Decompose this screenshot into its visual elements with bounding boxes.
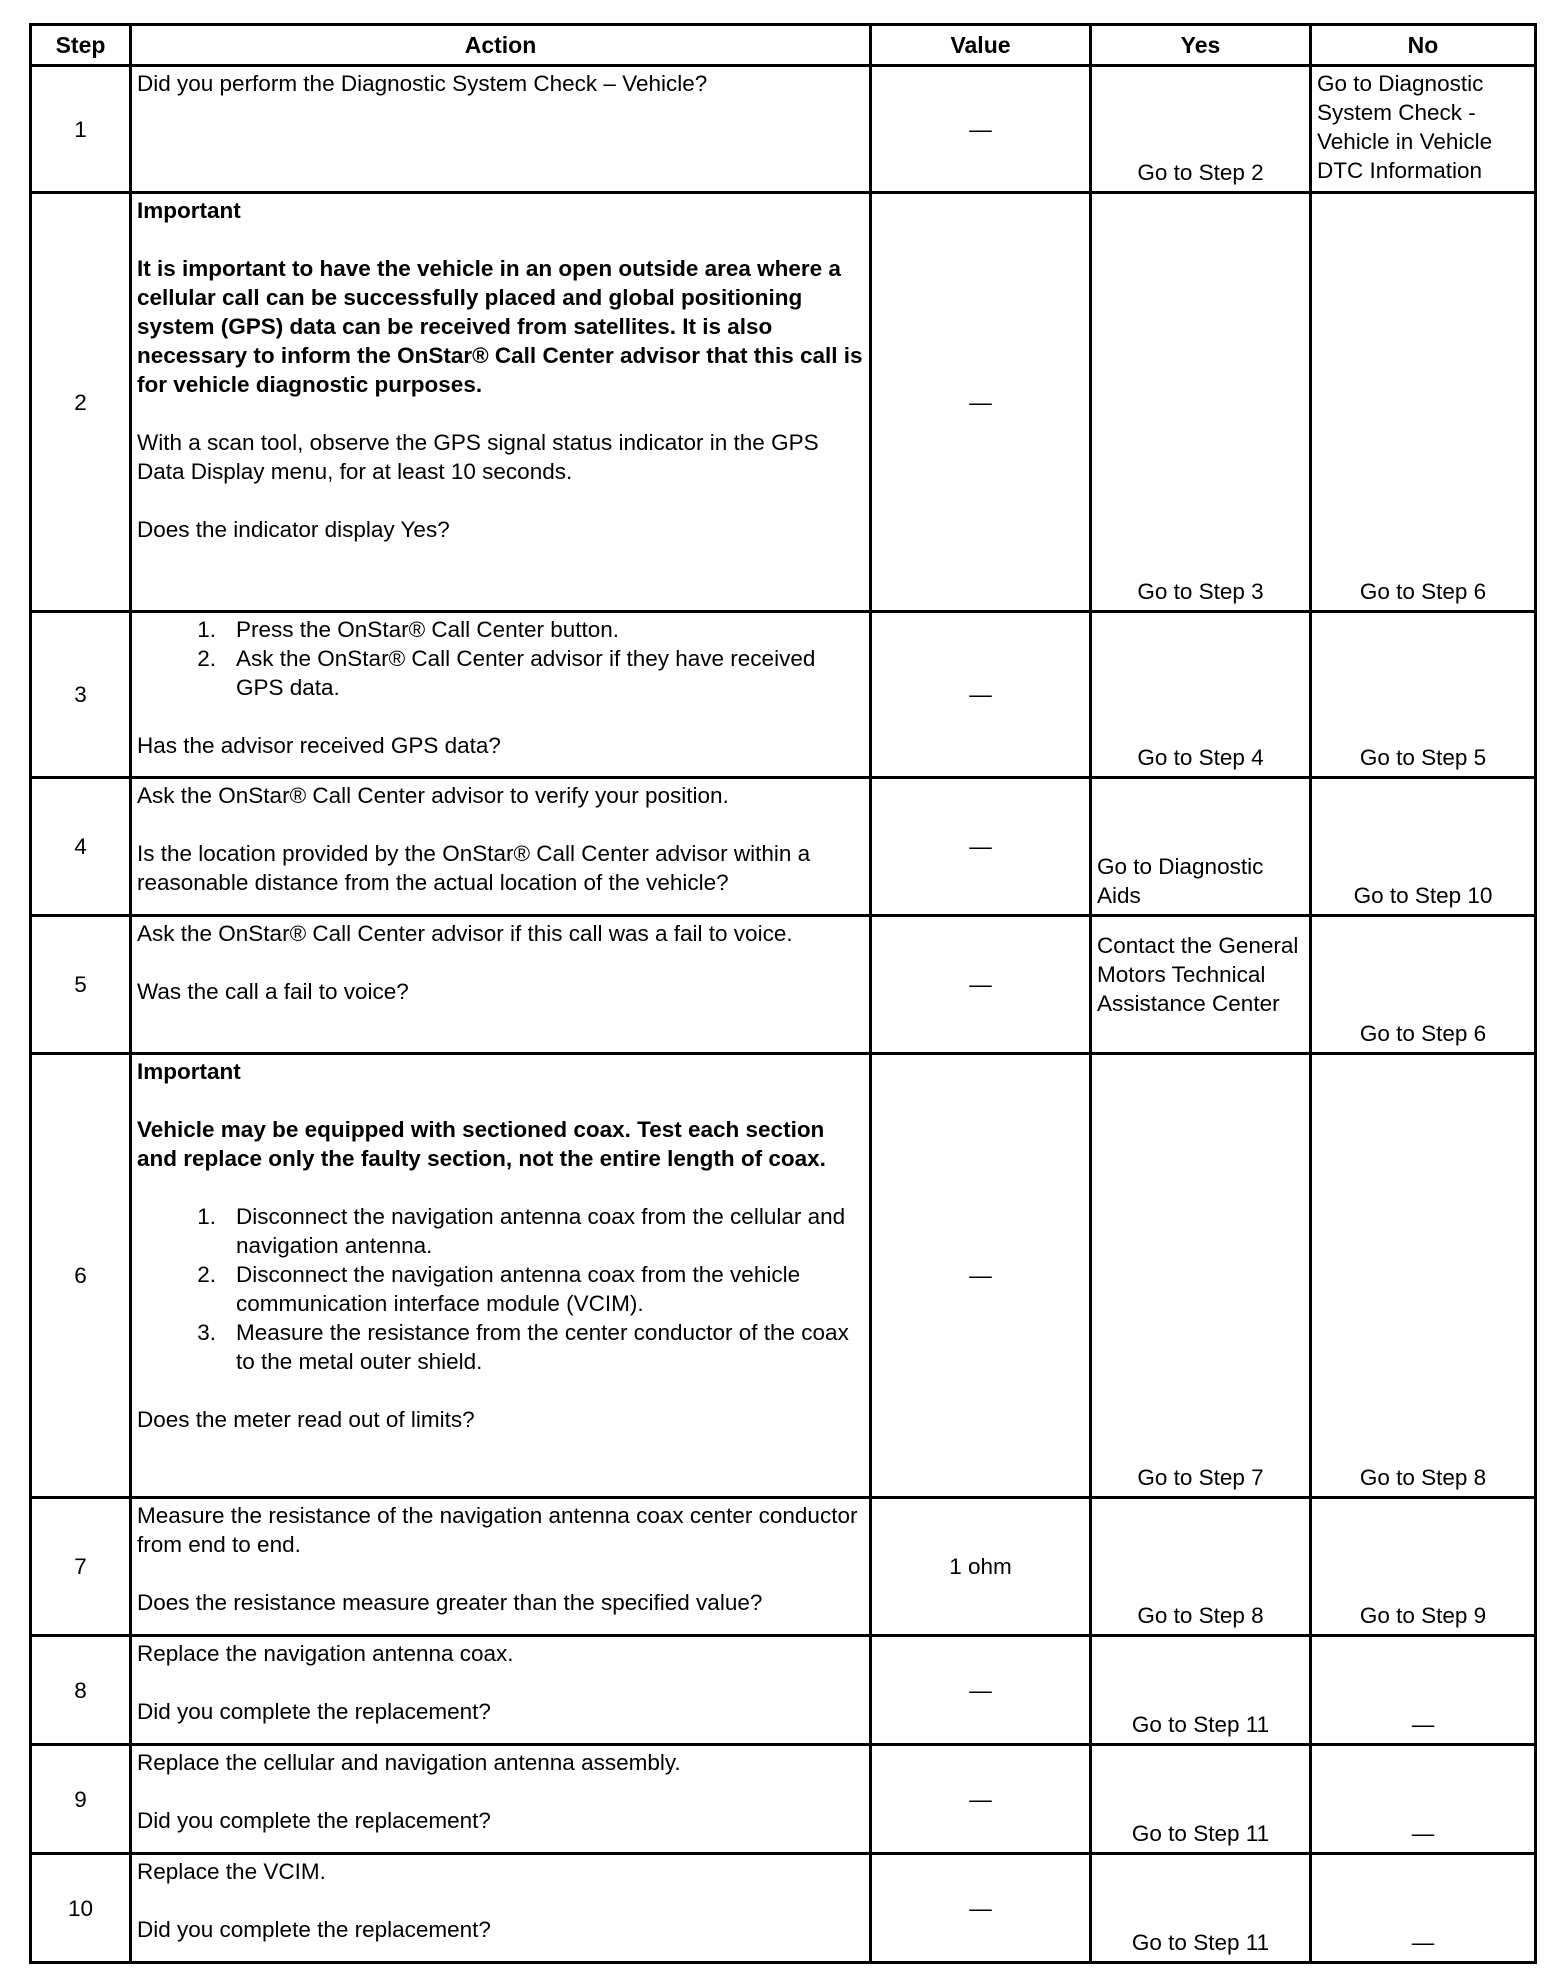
no-cell: —: [1311, 1636, 1536, 1745]
action-cell: [131, 1854, 871, 1963]
step-number: 10: [31, 1854, 131, 1963]
action-instruction: Measure the resistance of the navigation antenna coax center conductor from end to end.: [137, 1503, 858, 1557]
value-cell: —: [871, 778, 1091, 916]
action-question: Did you complete the replacement?: [137, 1808, 491, 1833]
step-number: 4: [31, 778, 131, 916]
no-cell: Go to Step 8: [1311, 1054, 1536, 1498]
header-row: [31, 25, 1536, 66]
yes-cell: Go to Diagnostic Aids: [1091, 778, 1311, 916]
step-number: 8: [31, 1636, 131, 1745]
action-cell: [131, 916, 871, 1054]
value-cell: —: [871, 1745, 1091, 1854]
action-instruction: Replace the navigation antenna coax.: [137, 1641, 514, 1666]
action-instruction: Ask the OnStar® Call Center advisor if this call was a fail to voice.: [137, 921, 793, 946]
table-row: [31, 1745, 1536, 1854]
action-list: [137, 615, 865, 702]
no-cell: —: [1311, 1745, 1536, 1854]
value-cell: —: [871, 916, 1091, 1054]
action-cell: [131, 1054, 871, 1498]
yes-cell: Go to Step 7: [1091, 1054, 1311, 1498]
action-question: Did you perform the Diagnostic System Check – Vehicle?: [137, 71, 708, 96]
value-cell: —: [871, 1854, 1091, 1963]
yes-cell: Go to Step 3: [1091, 193, 1311, 612]
important-text: It is important to have the vehicle in an open outside area where a cellular call can be successfully placed and global positioning system (GPS) data can be received from satellites. It is also necessary to inform the OnStar® Call Center advisor that this call is for vehicle diagnostic purposes.: [137, 256, 863, 397]
yes-cell: Contact the General Motors Technical Assistance Center: [1091, 916, 1311, 1054]
action-question: Has the advisor received GPS data?: [137, 733, 501, 758]
important-label: Important: [137, 198, 241, 223]
list-item: 1. Press the OnStar® Call Center button.: [197, 617, 620, 642]
value-cell: —: [871, 1054, 1091, 1498]
table-row: [31, 1854, 1536, 1963]
no-cell: Go to Step 5: [1311, 612, 1536, 778]
table-row: [31, 916, 1536, 1054]
action-instruction: Replace the cellular and navigation antenna assembly.: [137, 1750, 681, 1775]
no-cell: Go to Step 6: [1311, 916, 1536, 1054]
no-cell: Go to Step 9: [1311, 1498, 1536, 1636]
action-question: Was the call a fail to voice?: [137, 979, 409, 1004]
table-row: [31, 612, 1536, 778]
header-yes: Yes: [1091, 25, 1311, 66]
no-cell: Go to Step 10: [1311, 778, 1536, 916]
action-cell: [131, 778, 871, 916]
table-row: [31, 1636, 1536, 1745]
yes-cell: Go to Step 2: [1091, 66, 1311, 193]
list-item: 2. Disconnect the navigation antenna coax from the vehicle communication interface module (VCIM).: [197, 1262, 801, 1316]
action-cell: [131, 66, 871, 193]
action-cell: [131, 1636, 871, 1745]
value-cell: —: [871, 612, 1091, 778]
table-row: [31, 1054, 1536, 1498]
step-number: 6: [31, 1054, 131, 1498]
action-instruction: With a scan tool, observe the GPS signal status indicator in the GPS Data Display menu, for at least 10 seconds.: [137, 430, 819, 484]
list-item: 2. Ask the OnStar® Call Center advisor if they have received GPS data.: [197, 646, 816, 700]
table-row: [31, 778, 1536, 916]
action-question: Is the location provided by the OnStar® Call Center advisor within a reasonable distance from the actual location of the vehicle?: [137, 841, 811, 895]
step-number: 2: [31, 193, 131, 612]
no-cell: Go to Diagnostic System Check - Vehicle in Vehicle DTC Information: [1311, 66, 1536, 193]
action-question: Did you complete the replacement?: [137, 1699, 491, 1724]
action-cell: [131, 1498, 871, 1636]
header-no: No: [1311, 25, 1536, 66]
list-item: 3. Measure the resistance from the center conductor of the coax to the metal outer shield.: [197, 1320, 849, 1374]
header-step: Step: [31, 25, 131, 66]
action-cell: [131, 1745, 871, 1854]
table-row: [31, 66, 1536, 193]
step-number: 7: [31, 1498, 131, 1636]
yes-cell: Go to Step 11: [1091, 1854, 1311, 1963]
action-cell: [131, 193, 871, 612]
step-number: 5: [31, 916, 131, 1054]
value-cell: 1 ohm: [871, 1498, 1091, 1636]
action-question: Did you complete the replacement?: [137, 1917, 491, 1942]
action-question: Does the indicator display Yes?: [137, 517, 450, 542]
yes-cell: Go to Step 11: [1091, 1636, 1311, 1745]
action-question: Does the meter read out of limits?: [137, 1407, 475, 1432]
table-row: [31, 193, 1536, 612]
action-question: Does the resistance measure greater than the specified value?: [137, 1590, 763, 1615]
step-number: 9: [31, 1745, 131, 1854]
value-cell: —: [871, 66, 1091, 193]
action-instruction: Replace the VCIM.: [137, 1859, 326, 1884]
no-cell: Go to Step 6: [1311, 193, 1536, 612]
list-item: 1. Disconnect the navigation antenna coax from the cellular and navigation antenna.: [197, 1204, 846, 1258]
no-cell: —: [1311, 1854, 1536, 1963]
yes-cell: Go to Step 8: [1091, 1498, 1311, 1636]
action-cell: [131, 612, 871, 778]
table-row: [31, 1498, 1536, 1636]
header-action: Action: [131, 25, 871, 66]
value-cell: —: [871, 193, 1091, 612]
step-number: 3: [31, 612, 131, 778]
step-number: 1: [31, 66, 131, 193]
important-text: Vehicle may be equipped with sectioned coax. Test each section and replace only the faulty section, not the entire length of coax.: [137, 1117, 826, 1171]
action-list: [137, 1202, 865, 1376]
action-instruction: Ask the OnStar® Call Center advisor to verify your position.: [137, 783, 729, 808]
yes-cell: Go to Step 11: [1091, 1745, 1311, 1854]
yes-cell: Go to Step 4: [1091, 612, 1311, 778]
diagnostic-table: [29, 23, 1537, 1964]
value-cell: —: [871, 1636, 1091, 1745]
header-value: Value: [871, 25, 1091, 66]
important-label: Important: [137, 1059, 241, 1084]
